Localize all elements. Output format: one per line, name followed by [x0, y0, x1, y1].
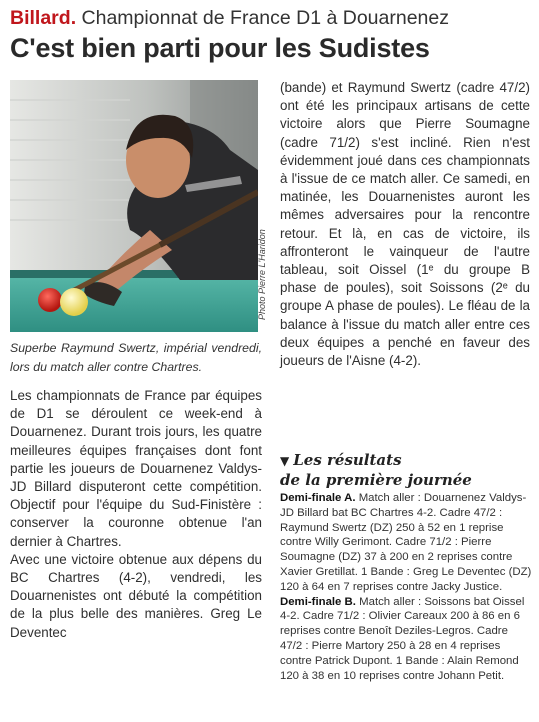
- results-heading: ▼ Les résultats de la première journée: [280, 451, 472, 489]
- article-kicker: Billard. Championnat de France D1 à Douarnenez: [10, 7, 449, 29]
- body-paragraph: (bande) et Raymund Swertz (cadre 47/2) ont été les principaux artisans de cette victoire alors que Pierre Soumagne (cadre 71/2) s'est incliné. Rien n'est évidemment joué dans ces championnats à l'issue de ce match aller. Ce samedi, en matinée, les Douarnenistes auront les mêmes adversaires pour la rencontre retour. Et là, en cas de victoire, ils affronteront le vainqueur de l'autre tableau, soit Oissel (1ᵉ du groupe B phase de poules), soit Soissons (2ᵉ du groupe A phase de poules). Le fléau de la balance à l'issue du match aller entre ces deux équipes a penché en faveur des joueurs de l'Aisne (4-2).: [280, 80, 530, 369]
- article-photo: [10, 80, 258, 332]
- result-text: Match aller : Douarnenez Valdys-JD Billard bat BC Chartres 4-2. Cadre 47/2 : Raymund Swertz (DZ) 250 à 52 en 1 reprise contre Willy Gerimont. Cadre 71/2 : Pierre Soumagne (DZ) 37 à 200 en 2 reprises contre Xavier Gretillat. 1 Bande : Greg Le Deventec (DZ) 120 à 64 en 7 reprises contre Jacky Justice.: [280, 492, 532, 593]
- result-label: Demi-finale B.: [280, 595, 356, 608]
- body-paragraph: Les championnats de France par équipes de D1 se déroulent ce week-end à Douarnenez. Durant trois jours, les quatre meilleures équipes françaises dont font partie les joueurs de Douarnenez Valdys-JD Billard disputeront cette compétition. Objectif pour l'équipe du Sud-Finistère : conserver la couronne obtenue l'an dernier à Chartres.: [10, 388, 262, 549]
- photo-credit: Photo Pierre L'Haridon: [257, 229, 267, 320]
- result-block: [280, 595, 532, 684]
- article-body-left: [10, 387, 262, 642]
- triangle-bullet-icon: ▼: [280, 454, 290, 468]
- section-label: Billard: [10, 7, 71, 29]
- result-text: Match aller : Soissons bat Oissel 4-2. Cadre 71/2 : Olivier Careaux 200 à 86 en 6 reprises contre Benoît Deziles-Legros. Cadre 47/2 : Pierre Martory 250 à 28 en 4 reprises contre Patrick Dupont. 1 Bande : Alain Remond 120 à 38 en 10 reprises contre Johann Petit.: [280, 595, 525, 682]
- article-headline: C'est bien parti pour les Sudistes: [10, 33, 430, 63]
- article-body-right: [280, 79, 530, 370]
- result-block: [280, 491, 532, 595]
- results-list: [280, 491, 532, 683]
- billiard-player-image: [10, 80, 258, 332]
- photo-caption: Superbe Raymund Swertz, impérial vendredi, lors du match aller contre Chartres.: [10, 341, 262, 374]
- result-label: Demi-finale A.: [280, 492, 356, 504]
- kicker-subtitle: Championnat de France D1 à Douarnenez: [76, 7, 449, 29]
- body-paragraph: Avec une victoire obtenue aux dépens du BC Chartres (4-2), vendredi, les Douarnenistes ont débuté la compétition de la plus belle des manières. Greg Le Deventec: [10, 551, 262, 640]
